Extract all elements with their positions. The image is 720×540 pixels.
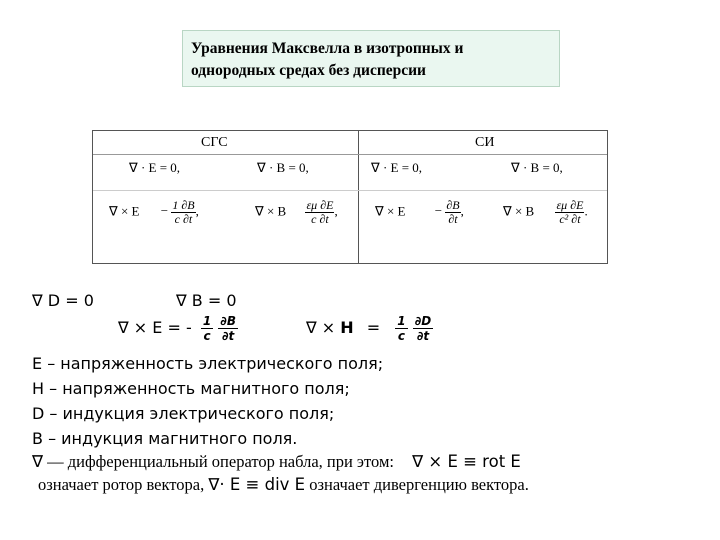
equation-div-b: ∇ B = 0 [176, 291, 237, 310]
table-header-divider [93, 154, 607, 155]
definition-h: H – напряженность магнитного поля; [32, 379, 350, 398]
table-row-divider [93, 190, 607, 191]
rotor-divergence-line: означает ротор вектора, ∇· E ≡ div E означает дивергенцию вектора. [38, 475, 529, 494]
nabla-operator-line: ∇ — дифференциальный оператор набла, при этом: ∇ × E ≡ rot E [32, 452, 521, 471]
equation-div-d: ∇ D = 0 [32, 291, 94, 310]
si-div-e: ∇ · E = 0, [371, 160, 423, 175]
definition-b: B – индукция магнитного поля. [32, 429, 298, 448]
table-column-divider [358, 131, 359, 263]
cgs-curl-e: ∇ × E − $\frac{1 \partial B}{c \partial t}$ , [109, 198, 199, 226]
maxwell-table [92, 130, 608, 264]
si-div-b: ∇ · B = 0, [511, 160, 563, 175]
si-curl-b: ∇ × B $\frac{\varepsilon\mu \partial E}{\text{c² ∂t}}$ . [503, 198, 588, 226]
cgs-div-e: ∇ · E = 0, [129, 160, 181, 175]
equation-curl-h: ∇ × H = $\frac{1}{c}$ $\frac{\partial D}{\partial t}$ [306, 314, 432, 343]
cgs-curl-b: ∇ × B $\frac{\varepsilon\mu \partial E}{c \partial t}$ , [255, 198, 338, 226]
si-curl-e: ∇ × E − $\frac{\partial B}{\partial t}$ , [375, 198, 464, 226]
title-line-2: однородных средах без дисперсии [191, 62, 426, 79]
definition-d: D – индукция электрического поля; [32, 404, 335, 423]
title-line-1: Уравнения Максвелла в изотропных и [191, 40, 464, 57]
slide-title [182, 30, 560, 87]
table-header-si: СИ [475, 135, 495, 150]
table-header-cgs: СГС [201, 135, 228, 150]
equation-curl-e: ∇ × E = - $\frac{1}{c}$ $\frac{\partial B}{\partial t}$ [118, 314, 236, 343]
definition-e: E – напряженность электрического поля; [32, 354, 384, 373]
cgs-div-b: ∇ · B = 0, [257, 160, 309, 175]
